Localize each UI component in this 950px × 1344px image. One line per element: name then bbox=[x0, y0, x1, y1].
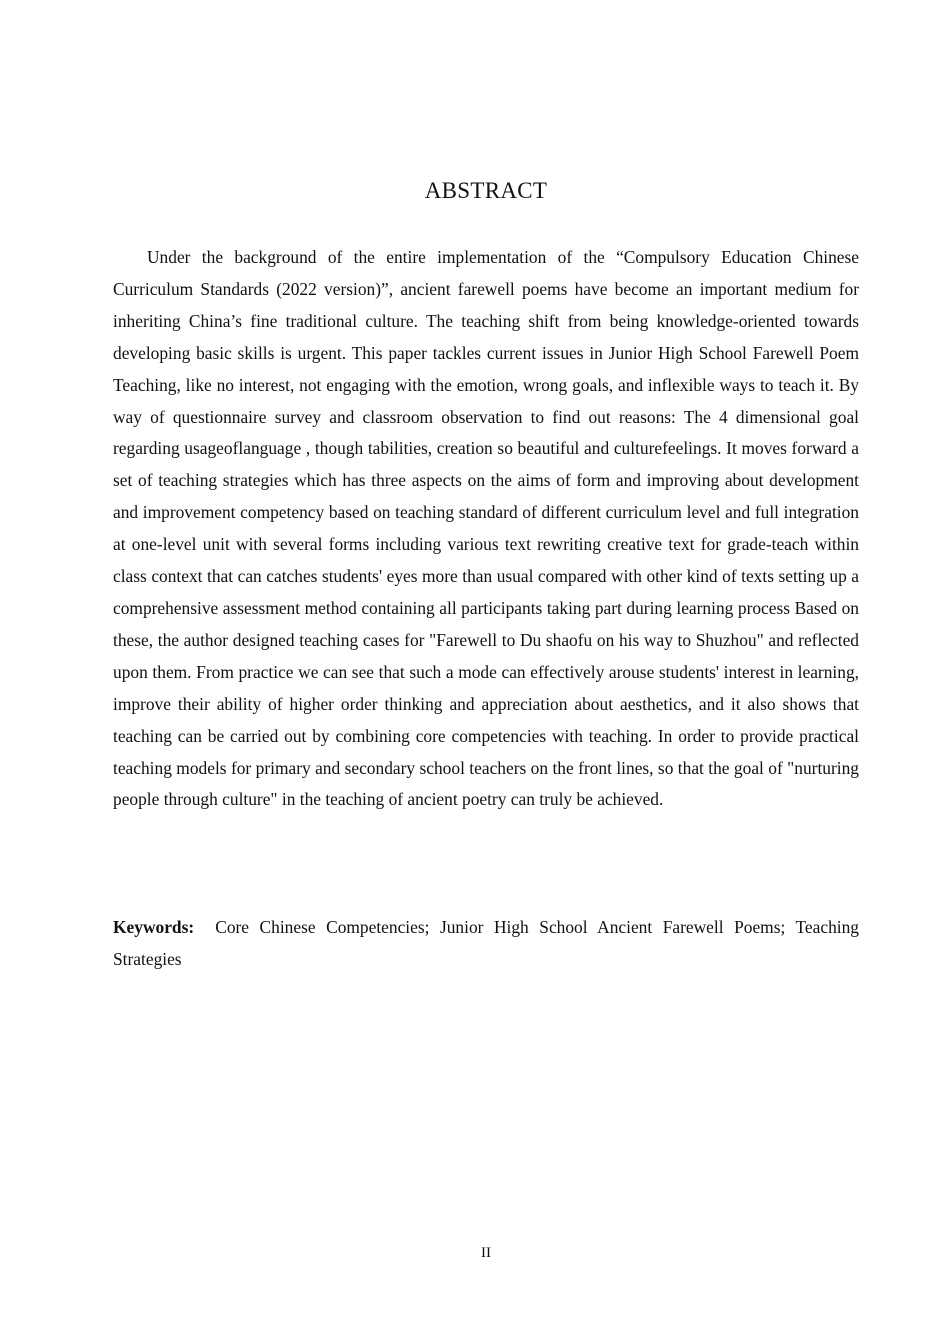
page-number: II bbox=[481, 1245, 491, 1261]
keywords-label: Keywords: bbox=[113, 917, 195, 937]
abstract-body: Under the background of the entire implementation of the “Compulsory Education Chinese Curriculum Standards (2022 version)”, ancient farewell poems have become an important medium for inheriting China’s fine traditional culture. The teaching shift from being knowledge-oriented towards developing basic skills is urgent. This paper tackles current issues in Junior High School Farewell Poem Teaching, like no interest, not engaging with the emotion, wrong goals, and inflexible ways to teach it. By way of questionnaire survey and classroom observation to find out reasons: The 4 dimensional goal regarding usageoflanguage , though tabilities, creation so beautiful and culturefeelings. It moves forward a set of teaching strategies which has three aspects on the aims of form and improving about development and improvement competency based on teaching standard of different curriculum level and full integration at one-level unit with several forms including various text rewriting creative text for grade-teach within class context that can catches students' eyes more than usual compared with other kind of texts setting up a comprehensive assessment method containing all participants taking part during learning process Based on these, the author designed teaching cases for "Farewell to Du shaofu on his way to Shuzhou" and reflected upon them. From practice we can see that such a mode can effectively arouse students' interest in learning, improve their ability of higher order thinking and appreciation about aesthetics, and it also shows that teaching can be carried out by combining core competencies with teaching. In order to provide practical teaching models for primary and secondary school teachers on the front lines, so that the goal of "nurturing people through culture" in the teaching of ancient poetry can truly be achieved. bbox=[113, 247, 859, 810]
keywords-list: Core Chinese Competencies; Junior High School Ancient Farewell Poems; Teaching Strategies bbox=[113, 917, 859, 969]
abstract-title: ABSTRACT bbox=[424, 178, 548, 203]
keywords-paragraph bbox=[113, 912, 859, 976]
